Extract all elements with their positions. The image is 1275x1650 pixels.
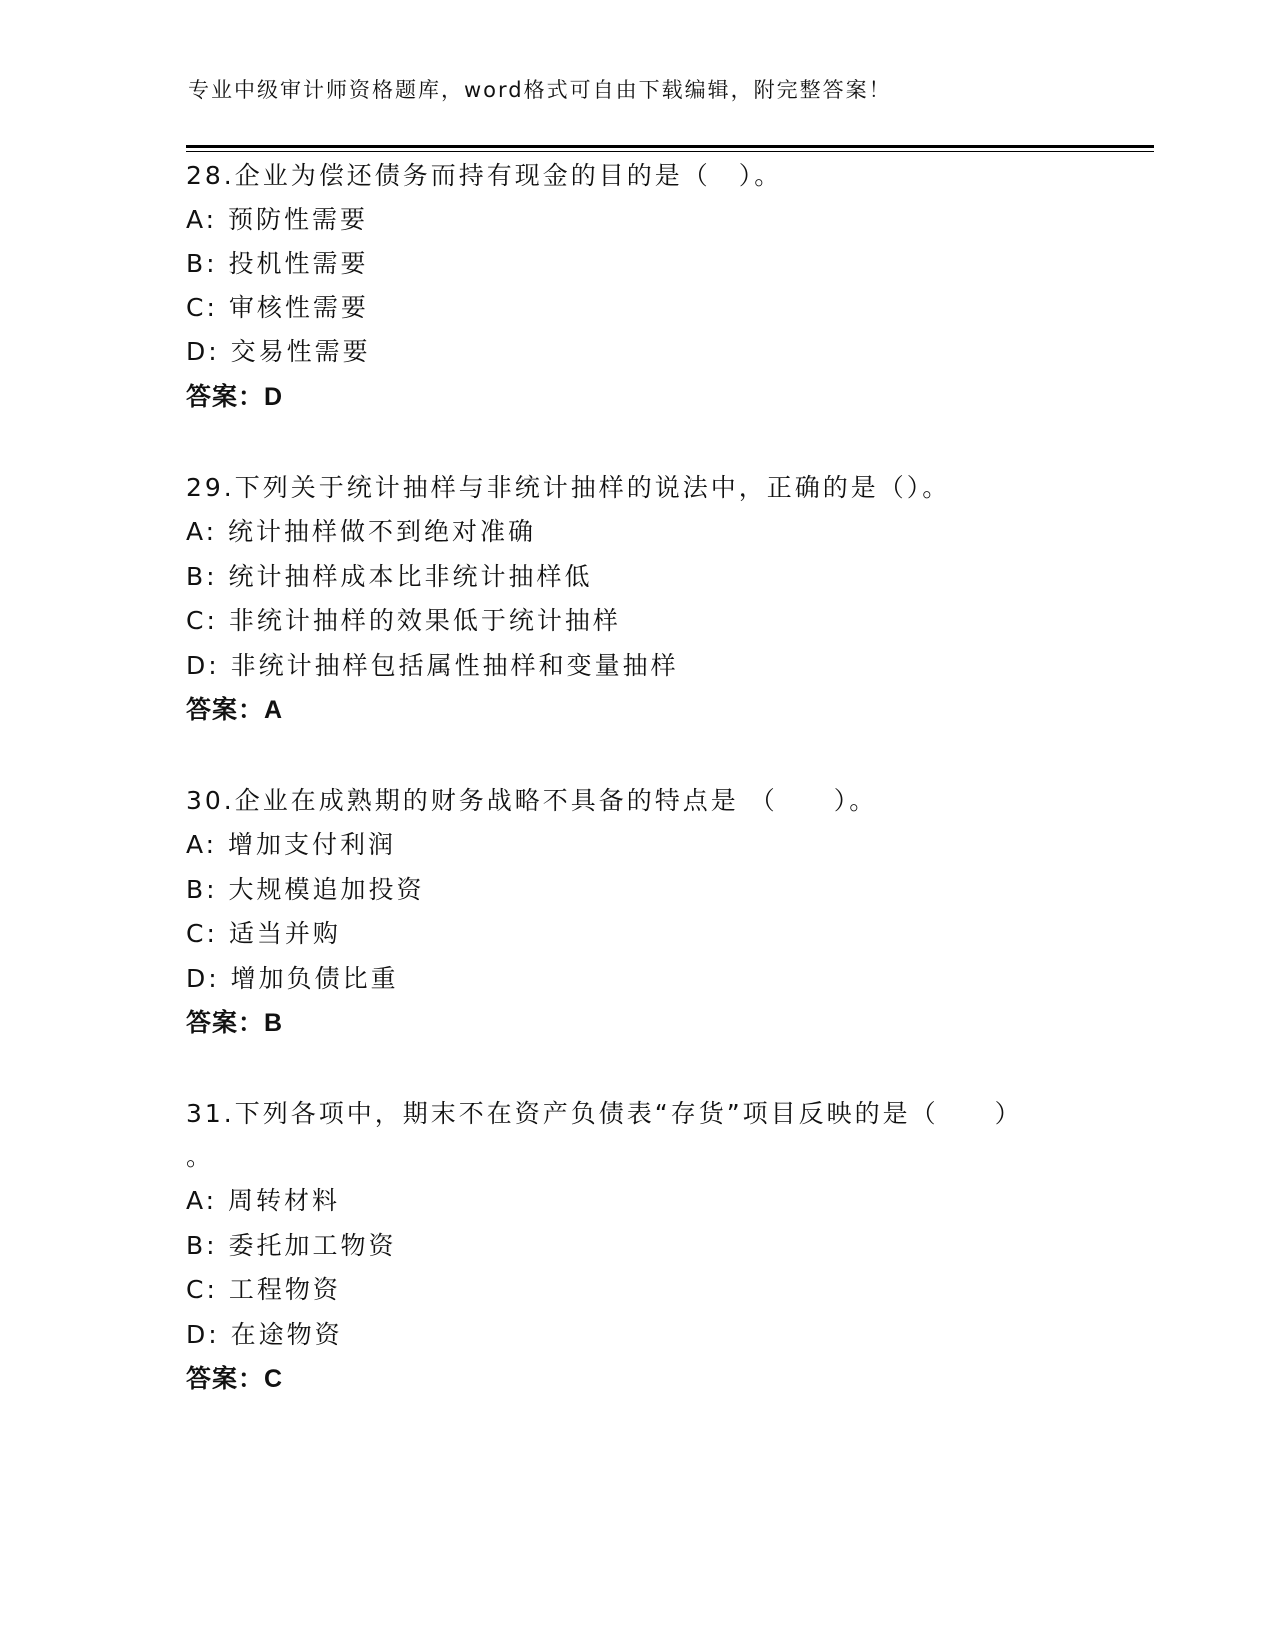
question-stem-continuation: 。 [186,1142,215,1171]
header-rule-thin [186,151,1154,152]
question-stem: 31.下列各项中，期末不在资产负债表“存货”项目反映的是（ ） [186,1099,1023,1128]
option-b: B: 大规模追加投资 [186,875,425,904]
answer: 答案：D [186,383,284,411]
option-a: A: 统计抽样做不到绝对准确 [186,517,537,546]
header-rule-thick [186,145,1154,148]
option-b: B: 统计抽样成本比非统计抽样低 [186,562,593,591]
answer: 答案：C [186,1365,284,1393]
option-c: C: 非统计抽样的效果低于统计抽样 [186,606,621,635]
option-d: D: 增加负债比重 [186,964,399,993]
option-c: C: 审核性需要 [186,293,369,322]
option-d: D: 交易性需要 [186,337,371,366]
question-stem: 28.企业为偿还债务而持有现金的目的是（ ）。 [186,161,783,190]
answer: 答案：B [186,1009,284,1037]
option-d: D: 非统计抽样包括属性抽样和变量抽样 [186,651,679,680]
option-c: C: 工程物资 [186,1275,341,1304]
option-b: B: 委托加工物资 [186,1231,397,1260]
question-stem: 29.下列关于统计抽样与非统计抽样的说法中，正确的是（）。 [186,473,951,502]
option-c: C: 适当并购 [186,919,341,948]
option-a: A: 预防性需要 [186,205,369,234]
option-b: B: 投机性需要 [186,249,369,278]
option-a: A: 周转材料 [186,1186,341,1215]
document-header: 专业中级审计师资格题库，word格式可自由下载编辑，附完整答案！ [188,78,892,102]
question-stem: 30.企业在成熟期的财务战略不具备的特点是 （ ）。 [186,786,878,815]
option-d: D: 在途物资 [186,1320,343,1349]
answer: 答案：A [186,696,284,724]
option-a: A: 增加支付利润 [186,830,397,859]
